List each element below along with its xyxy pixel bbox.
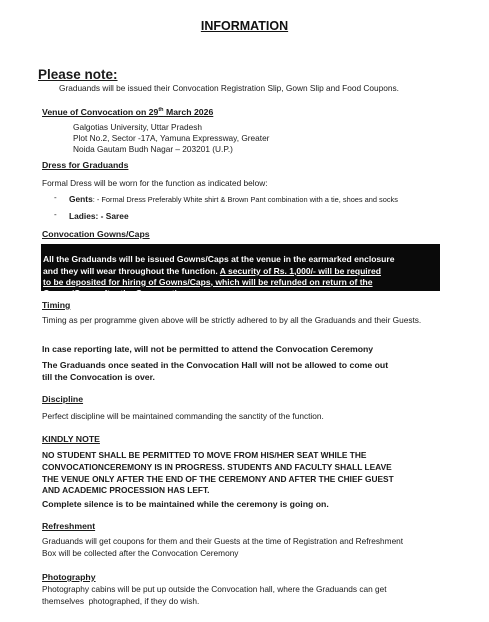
kindly-note-line-3: THE VENUE ONLY AFTER THE END OF THE CEREMONY AND AFTER THE CHIEF GUEST bbox=[42, 474, 394, 484]
gowns-line-2: and they will wear throughout the function. A security of Rs. 1,000/- will be required bbox=[43, 265, 381, 276]
refreshment-line-1: Graduands will get coupons for them and their Guests at the time of Registration and Refreshment bbox=[42, 536, 404, 546]
refreshment-line-2: Box will be collected after the Convocation Ceremony bbox=[42, 548, 239, 558]
gents-item: Gents: - Formal Dress Preferably White shirt & Brown Pant combination with a tie, shoes and socks bbox=[69, 194, 398, 204]
venue-line-1: Galgotias University, Uttar Pradesh bbox=[73, 122, 202, 132]
kindly-note-heading: KINDLY NOTE bbox=[42, 434, 100, 444]
timing-late-notice: In case reporting late, will not be permitted to attend the Convocation Ceremony bbox=[42, 344, 374, 354]
venue-heading: Venue of Convocation on 29th March 2026 bbox=[42, 107, 214, 117]
please-note-text: Graduands will be issued their Convocation Registration Slip, Gown Slip and Food Coupons. bbox=[59, 83, 399, 93]
refreshment-heading: Refreshment bbox=[42, 521, 96, 531]
ladies-bullet: - bbox=[54, 210, 57, 219]
ladies-item: Ladies: - Saree bbox=[69, 211, 129, 221]
timing-heading: Timing bbox=[42, 300, 71, 310]
gowns-heading: Convocation Gowns/Caps bbox=[42, 229, 150, 239]
kindly-note-line-1: NO STUDENT SHALL BE PERMITTED TO MOVE FROM HIS/HER SEAT WHILE THE bbox=[42, 450, 367, 460]
kindly-note-line-4: AND ACADEMIC PROCESSION HAS LEFT. bbox=[42, 485, 210, 495]
photography-line-1: Photography cabins will be put up outside the Convocation hall, where the Graduands can get bbox=[42, 584, 387, 594]
dress-heading: Dress for Graduands bbox=[42, 160, 129, 170]
photography-line-2: themselves photographed, if they do wish. bbox=[42, 596, 200, 606]
ladies-label: Ladies bbox=[69, 211, 96, 221]
page-title: INFORMATION bbox=[200, 19, 289, 33]
dress-intro: Formal Dress will be worn for the function as indicated below: bbox=[42, 178, 268, 188]
discipline-text: Perfect discipline will be maintained commanding the sanctity of the function. bbox=[42, 411, 324, 421]
gowns-line-1: All the Graduands will be issued Gowns/Caps at the venue in the earmarked enclosure bbox=[43, 253, 395, 264]
gents-label: Gents bbox=[69, 194, 93, 204]
photography-heading: Photography bbox=[42, 572, 96, 582]
kindly-note-line-2: CONVOCATIONCEREMONY IS IN PROGRESS. STUDENTS AND FACULTY SHALL LEAVE bbox=[42, 462, 392, 472]
gents-bullet: - bbox=[54, 193, 57, 202]
gowns-line-4: Gowns/Caps, after the Convocation. bbox=[43, 287, 190, 298]
discipline-heading: Discipline bbox=[42, 394, 84, 404]
kindly-note-silence: Complete silence is to be maintained while the ceremony is going on. bbox=[42, 499, 329, 509]
timing-seated-line-1: The Graduands once seated in the Convocation Hall will not be allowed to come out bbox=[42, 360, 389, 370]
timing-seated-line-2: till the Convocation is over. bbox=[42, 372, 155, 382]
venue-line-3: Noida Gautam Budh Nagar – 203201 (U.P.) bbox=[73, 144, 233, 154]
please-note-label: Please note: bbox=[38, 67, 118, 82]
gowns-line-3: to be deposited for hiring of Gowns/Caps, which will be refunded on return of the bbox=[43, 276, 373, 287]
venue-line-2: Plot No.2, Sector -17A, Yamuna Expressway, Greater bbox=[73, 133, 270, 143]
timing-text: Timing as per programme given above will be strictly adhered to by all the Graduands and their Guests. bbox=[42, 315, 422, 325]
